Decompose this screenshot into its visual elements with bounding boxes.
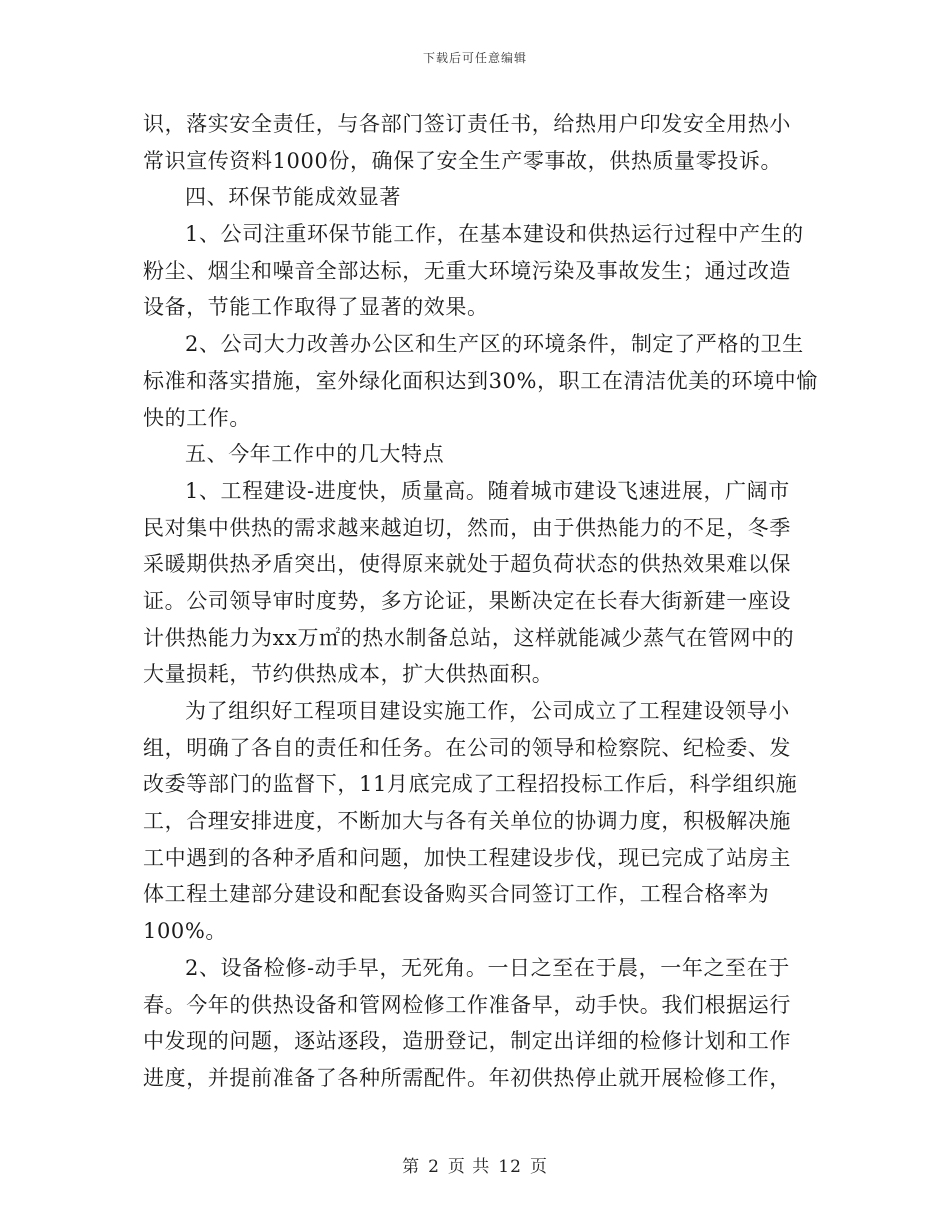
page-prefix: 第 — [402, 1157, 421, 1177]
text-line: 为了组织好工程项目建设实施工作，公司成立了工程建设领导小 — [185, 699, 790, 723]
text-line: 体工程土建部分建设和配套设备购买合同签订工作，工程合格率为 — [143, 882, 770, 907]
page-footer — [0, 1156, 950, 1178]
text-line: 2、设备检修-动手早，无死角。一日之至在于晨，一年之至在于 — [185, 955, 790, 980]
text-line: 组，明确了各自的责任和任务。在公司的领导和检察院、纪检委、发 — [143, 735, 791, 760]
section-heading: 四、环保节能成效显著 — [185, 185, 401, 210]
text-line: 民对集中供热的需求越来越迫切，然而，由于供热能力的不足，冬季 — [143, 515, 791, 540]
document-body — [143, 106, 818, 1097]
text-line: 1、公司注重环保节能工作，在基本建设和供热运行过程中产生的 — [185, 222, 804, 247]
text-line: 采暖期供热矛盾突出，使得原来就处于超负荷状态的供热效果难以保 — [143, 552, 791, 577]
page-number: 2 — [428, 1157, 440, 1177]
text-line: 中发现的问题，逐站逐段，造册登记，制定出详细的检修计划和工作 — [143, 1029, 791, 1054]
section-heading: 五、今年工作中的几大特点 — [185, 442, 445, 467]
text-line: 进度，并提前准备了各种所需配件。年初供热停止就开展检修工作， — [143, 1065, 791, 1090]
page-suffix: 页 — [529, 1157, 548, 1177]
text-line: 100%。 — [143, 919, 228, 944]
text-line: 春。今年的供热设备和管网检修工作准备早，动手快。我们根据运行 — [143, 992, 791, 1017]
page-mid: 页 共 — [447, 1157, 491, 1177]
text-line: 粉尘、烟尘和噪音全部达标，无重大环境污染及事故发生；通过改造 — [143, 258, 791, 283]
text-line: 改委等部门的监督下，11月底完成了工程招投标工作后，科学组织施 — [143, 772, 798, 797]
text-line: 1、工程建设-进度快，质量高。随着城市建设飞速进展，广阔市 — [185, 478, 790, 503]
text-line: 设备，节能工作取得了显著的效果。 — [143, 295, 489, 320]
page-header: 下载后可任意编辑 — [422, 51, 527, 65]
text-line: 证。公司领导审时度势，多方论证，果断决定在长春大街新建一座设 — [143, 588, 791, 613]
text-line: 识，落实安全责任，与各部门签订责任书，给热用户印发安全用热小 — [143, 112, 791, 136]
text-line: 工中遇到的各种矛盾和问题，加快工程建设步伐，现已完成了站房主 — [143, 845, 791, 870]
text-line: 工，合理安排进度，不断加大与各有关单位的协调力度，积极解决施 — [143, 809, 791, 834]
text-line: 标准和落实措施，室外绿化面积达到30%，职工在清洁优美的环境中愉 — [143, 368, 818, 393]
text-line: 快的工作。 — [143, 405, 251, 430]
text-line: 大量损耗，节约供热成本，扩大供热面积。 — [143, 662, 554, 687]
text-line: 计供热能力为xx万㎡的热水制备总站，这样就能减少蒸气在管网中的 — [143, 625, 795, 650]
page-total: 12 — [498, 1157, 522, 1177]
text-line: 常识宣传资料1000份，确保了安全生产零事故，供热质量零投诉。 — [143, 148, 783, 173]
text-line: 2、公司大力改善办公区和生产区的环境条件，制定了严格的卫生 — [185, 332, 804, 357]
